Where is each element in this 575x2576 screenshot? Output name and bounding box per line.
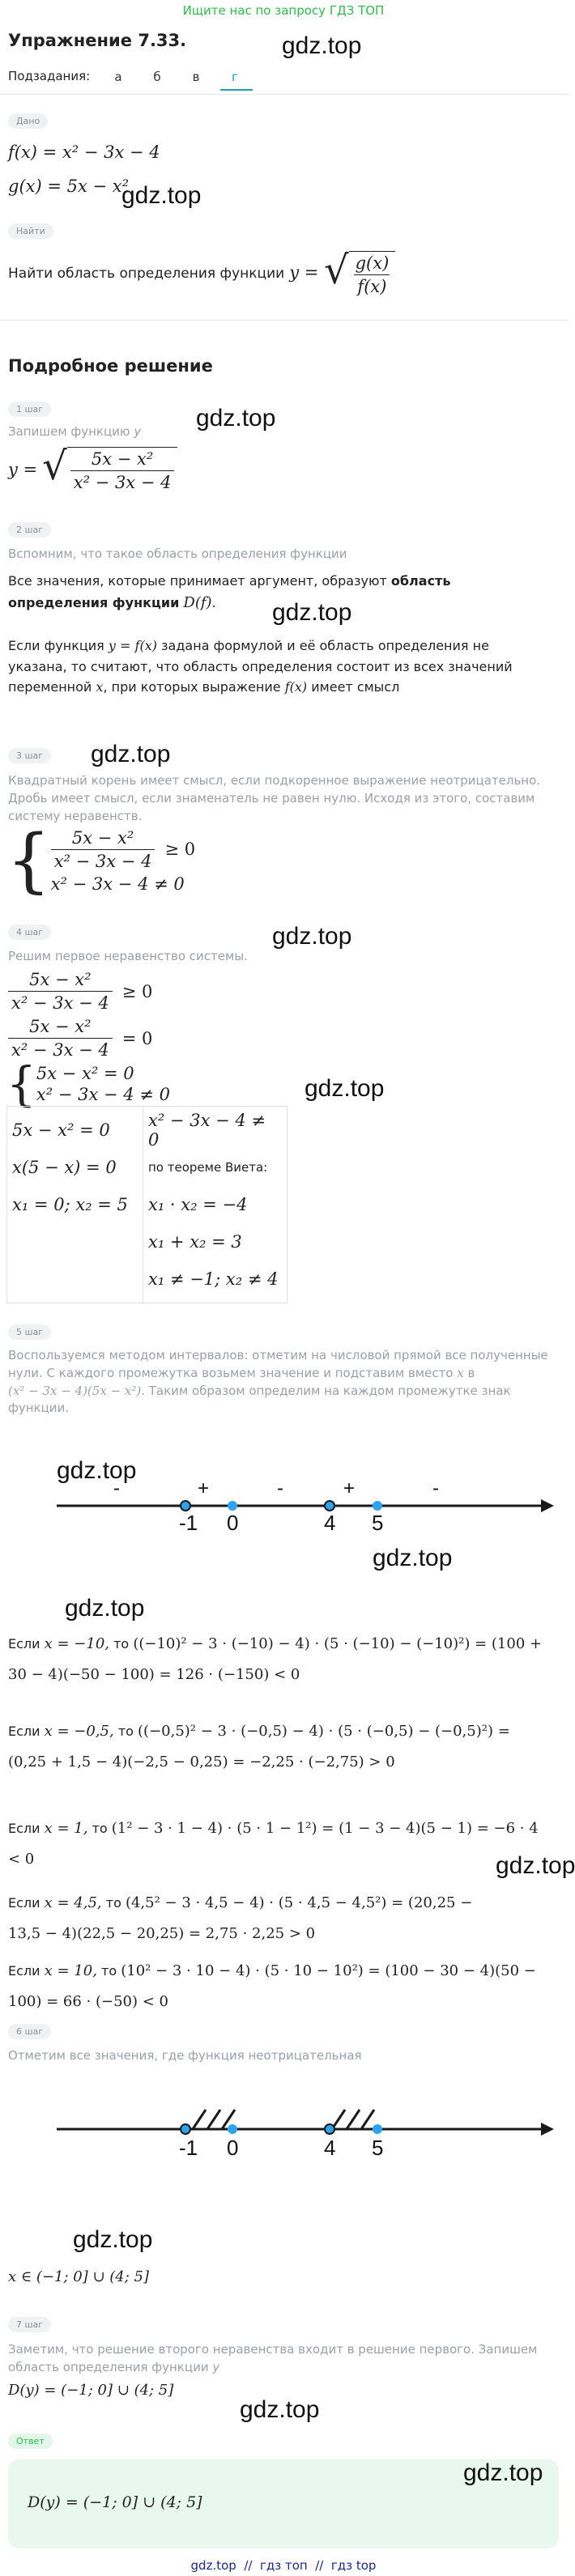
step5-badge: 5 шаг: [8, 1324, 51, 1340]
tab-b[interactable]: б: [153, 70, 161, 84]
calc-5: Если x = 10, то (10² − 3 · 10 − 4) · (5 · 10 − 10²) = (100 − 30 − 4)(50 − 100) = 66 · (−50) < 0: [8, 1962, 536, 2010]
watermark: gdz.top: [272, 923, 352, 950]
point-minus1: [181, 2124, 190, 2134]
tick-label: 0: [227, 1511, 239, 1535]
axis-arrow: [541, 1499, 554, 1512]
step7-result: D(y) = (−1; 0] ∪ (4; 5]: [8, 2382, 174, 2399]
step1-badge: 1 шаг: [8, 402, 51, 417]
table-row: x² − 3x − 4 ≠ 0: [148, 1111, 266, 1150]
step2-badge: 2 шаг: [8, 522, 51, 538]
watermark: gdz.top: [121, 182, 202, 209]
given-f: f(x) = x² − 3x − 4: [8, 142, 160, 162]
step2-recall: Вспомним, что такое область определения функции: [8, 546, 347, 561]
sign-label: +: [343, 1477, 356, 1499]
footer-links[interactable]: gdz.top // гдз топ // гдз top: [190, 2558, 377, 2573]
step6-badge: 6 шаг: [8, 2024, 51, 2039]
table-row: x₁ · x₂ = −4: [148, 1195, 248, 1214]
step2-rule: Если функция y = f(x) задана формулой и её область определения не указана, то считают, что область определения состоит из всех значений переменной x, при которых выражение f(x) имеет смысл: [8, 638, 513, 695]
step4-ineq: $\frac{\text{5x − x²}}{\text{x² − 3x − 4}}$ ≥ 0: [8, 970, 152, 1013]
tab-a[interactable]: а: [114, 70, 122, 84]
point-minus1: [181, 1501, 190, 1511]
calc-3: Если x = 1, то (1² − 3 · 1 − 4) · (5 · 1 − 1²) = (1 − 3 − 4)(5 − 1) = −6 · 4 < 0: [8, 1820, 539, 1868]
calc-4: Если x = 4,5, то (4,5² − 3 · 4,5 − 4) · (5 · 4,5 − 4,5²) = (20,25 − 13,5 − 4)(22,5 − 20,25) = 2,75 · 2,25 > 0: [8, 1894, 473, 1942]
watermark: gdz.top: [73, 2226, 153, 2253]
step7-badge: 7 шаг: [8, 2317, 51, 2332]
table-row: x₁ ≠ −1; x₂ ≠ 4: [148, 1269, 279, 1289]
sign-label: -: [277, 1477, 283, 1499]
step7-text: Заметим, что решение второго неравенства входит в решение первого. Запишем область определения функции y: [8, 2342, 538, 2374]
watermark: gdz.top: [373, 1545, 453, 1571]
point-4: [325, 2124, 334, 2134]
watermark: gdz.top: [305, 1075, 385, 1102]
step3-text: Квадратный корень имеет смысл, если подкоренное выражение неотрицательно. Дробь имеет смысл, если знаменатель не равен нулю. Исходя из этого, составим систему неравенств.: [8, 773, 541, 823]
step4-eq: $\frac{\text{5x − x²}}{\text{x² − 3x − 4}}$ = 0: [8, 1017, 152, 1060]
divider: [0, 94, 567, 95]
point-0: [228, 2124, 237, 2134]
tick-label: 5: [372, 1511, 384, 1535]
watermark: gdz.top: [57, 1457, 137, 1484]
watermark: gdz.top: [496, 1852, 575, 1879]
step6-text: Отметим все значения, где функция неотрицательная: [8, 2048, 362, 2063]
page-title: Упражнение 7.33.: [8, 31, 187, 50]
given-g: g(x) = 5x − x²: [8, 176, 130, 196]
find-row: [8, 248, 395, 296]
active-tab-underline: [220, 89, 253, 91]
watermark: gdz.top: [65, 1595, 145, 1622]
tick-label: -1: [179, 2136, 198, 2160]
tick-label: 4: [324, 2136, 336, 2160]
find-text: Найти область определения функции: [8, 266, 285, 282]
tick-label: -1: [179, 1511, 198, 1535]
watermark: gdz.top: [240, 2396, 320, 2423]
step1-formula: y = √ $\frac{\text{5x − x²}}{\text{x² − 3x − 4}}$: [8, 447, 177, 492]
watermark: gdz.top: [91, 741, 171, 767]
calc-2: Если x = −0,5, то ((−0,5)² − 3 · (−0,5) − 4) · (5 · (−0,5) − (−0,5)²) = (0,25 + 1,5 − 4)(−2,5 − 0,25) = −2,25 · (−2,75) > 0: [8, 1723, 510, 1770]
step4-system: { 5x − x² = 0 x² − 3x − 4 ≠ 0: [6, 1056, 170, 1112]
step1-text: Запишем функцию y: [8, 424, 142, 439]
sign-label: -: [432, 1477, 439, 1499]
top-banner[interactable]: Ищите нас по запросу ГДЗ ТОП: [182, 3, 385, 18]
watermark: gdz.top: [463, 2459, 543, 2486]
hatch-interval-2: [332, 2110, 374, 2129]
table-row: x₁ + x₂ = 3: [148, 1232, 242, 1252]
answer-badge: Ответ: [8, 2434, 53, 2449]
tab-v[interactable]: в: [192, 70, 200, 84]
sign-label: -: [113, 1477, 120, 1499]
watermark: gdz.top: [282, 32, 362, 59]
subtasks-label: Подзадания:: [8, 69, 91, 83]
step4-badge: 4 шаг: [8, 925, 51, 940]
point-0: [228, 1501, 237, 1511]
divider: [0, 320, 567, 321]
step4-table: [6, 1106, 288, 1303]
sign-label: +: [198, 1477, 210, 1499]
hatch-interval-1: [193, 2110, 235, 2129]
tick-label: 5: [372, 2136, 384, 2160]
watermark: gdz.top: [272, 599, 352, 626]
table-row: x₁ = 0; x₂ = 5: [12, 1195, 128, 1214]
calc-1: Если x = −10, то ((−10)² − 3 · (−10) − 4) · (5 · (−10) − (−10)²) = (100 + 30 − 4)(−50 − 100) = 126 · (−150) < 0: [8, 1635, 543, 1683]
table-row: x(5 − x) = 0: [12, 1158, 117, 1177]
point-4: [325, 1501, 334, 1511]
solution-title: Подробное решение: [8, 356, 213, 376]
step6-result: x ∈ (−1; 0] ∪ (4; 5]: [8, 2268, 149, 2285]
point-5: [373, 1501, 382, 1511]
tick-label: 0: [227, 2136, 239, 2160]
tab-g[interactable]: г: [232, 70, 238, 84]
point-5: [373, 2124, 382, 2134]
subtask-tabs: [99, 69, 254, 85]
vieta-label: по теореме Виета:: [148, 1160, 268, 1175]
step3-system: { $\frac{\text{5x − x²}}{\text{x² − 3x − 4}}$ ≥ 0 x² − 3x − 4 ≠ 0: [6, 820, 196, 901]
answer-value: D(y) = (−1; 0] ∪ (4; 5]: [28, 2493, 202, 2511]
numline-solution: [0, 2097, 567, 2162]
given-badge: Дано: [8, 113, 48, 129]
table-row: 5x − x² = 0: [12, 1120, 110, 1140]
find-badge: Найти: [8, 223, 53, 239]
tick-label: 4: [324, 1511, 336, 1535]
step4-text: Решим первое неравенство системы.: [8, 949, 248, 963]
find-formula: y = √ $\frac{g(x)}{f(x)}$: [289, 251, 395, 296]
step2-definition: Все значения, которые принимает аргумент, образуют область определения функции D(f).: [8, 573, 451, 611]
numline-signs: [0, 1441, 567, 1535]
step3-badge: 3 шаг: [8, 748, 51, 763]
step5-text: Воспользуемся методом интервалов: отметим на числовой прямой все полученные нули. С каждого промежутка возьмем значение и подставим вместо x в (x² − 3x − 4)(5x − x²). Таким образом определим на каждом промежутке знак функции.: [8, 1348, 548, 1416]
axis-arrow: [541, 2123, 554, 2136]
watermark: gdz.top: [196, 405, 276, 431]
